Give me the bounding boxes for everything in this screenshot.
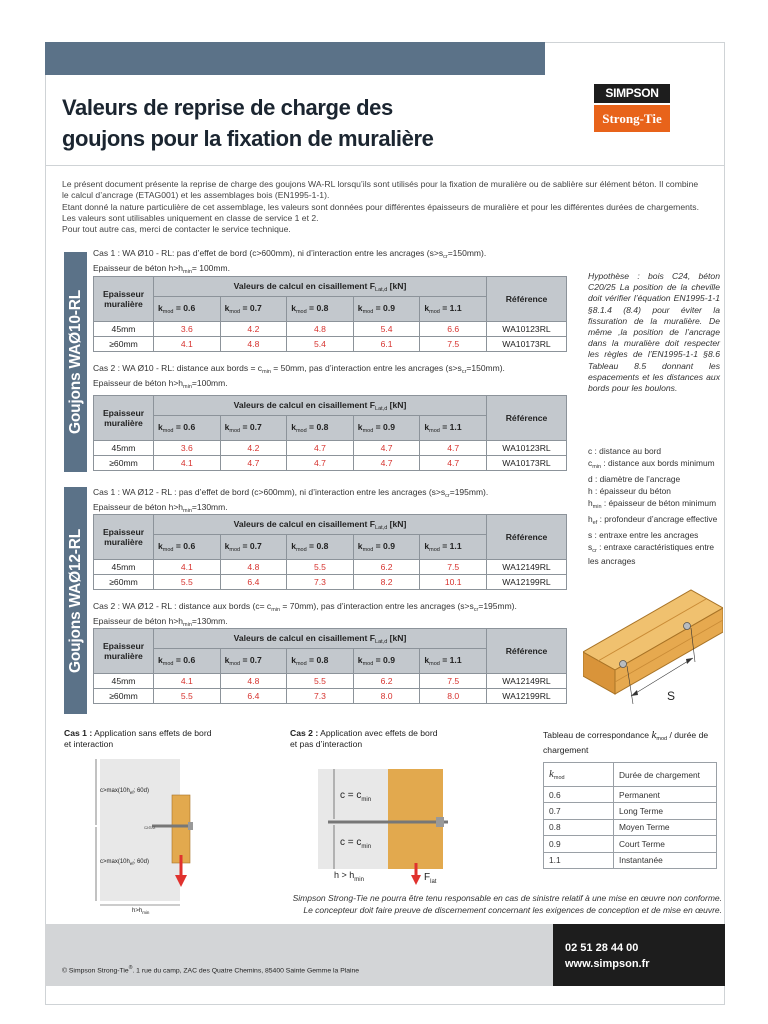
cas1-bottom-label: $c>\max(10h_{ef}$; 60d) <box>100 859 149 866</box>
thickness-cell: 45mm <box>94 322 154 337</box>
case-description: Cas 1 : WA Ø10 - RL: pas d’effet de bord (c>600mm), ni d’interaction entre les ancrages $(s>s_{cr}=150mm)$. Epaisseur de béton $h>h_{min}= 100mm$. <box>93 248 487 275</box>
logo-simpson-text: SIMPSON <box>594 84 670 103</box>
cas2-c1-label: $c = c_{min}$ <box>340 790 372 803</box>
load-table <box>93 395 567 471</box>
section-label-text: Goujons WAØ12-RL <box>66 528 84 673</box>
value-cell: 4.7 <box>287 441 354 456</box>
kmod-column-header: $k_{mod} = 0.7$ <box>220 649 287 674</box>
thickness-cell: ≥60mm <box>94 456 154 471</box>
page-title <box>62 92 542 154</box>
kmod-column-header: $k_{mod} = 0.8$ <box>287 416 354 441</box>
reference-cell: WA12149RL <box>487 674 567 689</box>
kmod-column-header: $k_{mod} = 0.7$ <box>220 416 287 441</box>
thickness-cell: ≥60mm <box>94 689 154 704</box>
reference-cell: WA10123RL <box>487 441 567 456</box>
value-cell: 4.8 <box>220 337 287 352</box>
reference-cell: WA10123RL <box>487 322 567 337</box>
value-cell: 4.8 <box>287 322 354 337</box>
shear-values-header: Valeurs de calcul en cisaillement $F_{Lat,d}$ [kN] <box>154 396 487 416</box>
shear-values-header: Valeurs de calcul en cisaillement $F_{Lat,d}$ [kN] <box>154 515 487 535</box>
section-label-wa10 <box>64 252 87 472</box>
cas2-diagram <box>318 755 468 890</box>
table-row <box>94 560 567 575</box>
kmod-column-header: $k_{mod} = 0.8$ <box>287 649 354 674</box>
divider <box>45 165 725 166</box>
value-cell: 4.2 <box>220 441 287 456</box>
symbol-legend <box>588 446 720 568</box>
value-cell: 4.1 <box>154 337 221 352</box>
kmod-column-header: $k_{mod} = 1.1$ <box>420 416 487 441</box>
case-description: Cas 2 : WA Ø10 - RL: distance aux bords = $c_{min} = 50mm$, pas d’interaction entre les ancrages $(s>s_{cr}=150mm)$. Epaisseur de béton $h>h_{min}=100mm$. <box>93 363 505 390</box>
kmod-column-header: $k_{mod} = 1.1$ <box>420 649 487 674</box>
cas1-mid-label: c≥S/2 <box>144 825 156 830</box>
website-link[interactable]: www.simpson.fr <box>565 958 650 970</box>
value-cell: 7.5 <box>420 337 487 352</box>
thickness-cell: ≥60mm <box>94 575 154 590</box>
value-cell: 7.5 <box>420 674 487 689</box>
cas2-h-label: $h > h_{min}$ <box>334 870 364 883</box>
thickness-header: Epaisseur muralière <box>94 396 154 441</box>
kmod-column-header: $k_{mod} = 0.6$ <box>154 297 221 322</box>
kmod-table <box>543 762 717 869</box>
value-cell: 6.2 <box>353 560 420 575</box>
footer-contact <box>553 924 725 986</box>
copyright: © Simpson Strong-Tie®. 1 rue du camp, ZAC des Quatre Chemins, 85400 Sainte Gemme la Plaine <box>62 965 360 975</box>
legend-item: $h_{ef}$ : profondeur d’ancrage effective <box>588 514 718 526</box>
value-cell: 4.2 <box>220 322 287 337</box>
duration-value: Instantanée <box>614 852 717 868</box>
value-cell: 5.5 <box>287 560 354 575</box>
cas1-h-label: $h>h_{min}$ <box>132 908 150 915</box>
reference-header: Référence <box>487 277 567 322</box>
intro-paragraph: Etant donné la nature particulière de cet assemblage, les valeurs sont données pour différentes épaisseurs de muralière et pour les différentes durées de chargements. Les valeurs sont utilisables uniquement en classe de service 1 et 2. <box>62 201 699 223</box>
thickness-cell: 45mm <box>94 441 154 456</box>
spacing-label: S <box>667 689 676 703</box>
kmod-column-header: $k_{mod} = 0.7$ <box>220 297 287 322</box>
value-cell: 7.3 <box>287 575 354 590</box>
hypothesis-text: Hypothèse : bois C24, béton C20/25 La position de la cheville doit vérifier l’équation EN1995-1-1 §8.1.4 (8.4) pour éviter la fissuration de la muralière. De même ,la position de l’ancrage dans la muralière doit respecter les règles de l’EN1995-1-1 §8.6 Tableau 8.5 donnant les espacements et les distances aux bords pour les boulons. <box>588 271 720 394</box>
table-row <box>94 337 567 352</box>
reference-cell: WA12149RL <box>487 560 567 575</box>
reference-cell: WA12199RL <box>487 575 567 590</box>
duration-value: Long Terme <box>614 803 717 819</box>
simpson-logo <box>594 84 670 134</box>
value-cell: 8.2 <box>353 575 420 590</box>
value-cell: 8.0 <box>420 689 487 704</box>
kmod-column-header: $k_{mod} = 0.6$ <box>154 535 221 560</box>
cas2-title: Cas 2 : Application avec effets de bord et pas d’interaction <box>290 728 438 749</box>
value-cell: 7.3 <box>287 689 354 704</box>
kmod-column-header: $k_{mod} = 0.9$ <box>353 416 420 441</box>
table-row <box>94 575 567 590</box>
reference-cell: WA10173RL <box>487 456 567 471</box>
thickness-header: Epaisseur muralière <box>94 277 154 322</box>
kmod-value: 1.1 <box>544 852 614 868</box>
cas1-title: Cas 1 : Application sans effets de bord et interaction <box>64 728 212 749</box>
title-line-2: goujons pour la fixation de muralière <box>62 126 434 151</box>
table-row <box>94 441 567 456</box>
value-cell: 6.1 <box>353 337 420 352</box>
intro-paragraph: Le présent document présente la reprise de charge des goujons WA-RL lorsqu’ils sont utilisés pour la fixation de muralière ou de sablière sur élément béton. Il combine le calcul d’ancrage (ETAG001) et les assemblages bois (EN1995-1-1). <box>62 179 699 201</box>
logo-strongtie-text: Strong-Tie <box>594 105 670 132</box>
value-cell: 5.4 <box>353 322 420 337</box>
duration-value: Moyen Terme <box>614 819 717 835</box>
value-cell: 5.5 <box>287 674 354 689</box>
shear-values-header: Valeurs de calcul en cisaillement $F_{Lat,d}$ [kN] <box>154 277 487 297</box>
legend-item: h : épaisseur du béton <box>588 486 671 496</box>
table-header-row <box>94 629 567 649</box>
reference-header: Référence <box>487 629 567 674</box>
value-cell: 6.4 <box>220 575 287 590</box>
value-cell: 4.8 <box>220 560 287 575</box>
kmod-value: 0.6 <box>544 787 614 803</box>
shear-values-header: Valeurs de calcul en cisaillement $F_{Lat,d}$ [kN] <box>154 629 487 649</box>
section-label-wa12 <box>64 487 87 714</box>
value-cell: 4.7 <box>287 456 354 471</box>
kmod-column-header: $k_{mod} = 0.6$ <box>154 649 221 674</box>
duration-header: Durée de chargement <box>614 763 717 787</box>
wood-beam-illustration <box>583 582 723 714</box>
value-cell: 7.5 <box>420 560 487 575</box>
kmod-column-header: $k_{mod} = 0.7$ <box>220 535 287 560</box>
value-cell: 6.4 <box>220 689 287 704</box>
title-line-1: Valeurs de reprise de charge des <box>62 95 393 120</box>
table-row <box>94 322 567 337</box>
thickness-cell: 45mm <box>94 560 154 575</box>
reference-cell: WA12199RL <box>487 689 567 704</box>
value-cell: 4.1 <box>154 456 221 471</box>
load-table <box>93 276 567 352</box>
kmod-column-header: $k_{mod} = 0.9$ <box>353 649 420 674</box>
value-cell: 6.6 <box>420 322 487 337</box>
reference-header: Référence <box>487 396 567 441</box>
intro-text <box>62 179 702 235</box>
legend-item: d : diamètre de l’ancrage <box>588 474 681 484</box>
value-cell: 4.1 <box>154 560 221 575</box>
kmod-column-header: $k_{mod} = 0.6$ <box>154 416 221 441</box>
legend-item: $c_{min}$ : distance aux bords minimum <box>588 458 715 470</box>
kmod-value: 0.7 <box>544 803 614 819</box>
value-cell: 3.6 <box>154 322 221 337</box>
thickness-header: Epaisseur muralière <box>94 515 154 560</box>
kmod-row <box>544 852 717 868</box>
header-bar <box>45 42 545 75</box>
kmod-header-row <box>544 763 717 787</box>
value-cell: 8.0 <box>353 689 420 704</box>
value-cell: 4.7 <box>353 441 420 456</box>
case-description: Cas 1 : WA Ø12 - RL : pas d’effet de bord (c>600mm), ni d’interaction entre les ancrages $(s>s_{cr}=195mm)$. Epaisseur de béton $h>h_{min}=130mm$. <box>93 487 489 514</box>
cas2-f-label: $F_{lat}$ <box>424 872 437 885</box>
value-cell: 4.7 <box>353 456 420 471</box>
value-cell: 4.1 <box>154 674 221 689</box>
value-cell: 4.8 <box>220 674 287 689</box>
cas1-diagram <box>92 755 282 915</box>
kmod-column-header: $k_{mod} = 0.8$ <box>287 535 354 560</box>
table-header-row <box>94 277 567 297</box>
cas2-c2-label: $c = c_{min}$ <box>340 837 372 850</box>
kmod-column-header: $k_{mod} = 0.8$ <box>287 297 354 322</box>
value-cell: 4.7 <box>420 456 487 471</box>
duration-value: Court Terme <box>614 836 717 852</box>
kmod-row <box>544 836 717 852</box>
kmod-value: 0.8 <box>544 819 614 835</box>
cas1-top-label: $c>\max(10h_{ef}$; 60d) <box>100 788 149 795</box>
value-cell: 4.7 <box>220 456 287 471</box>
legend-item: $s_{cr}$ : entraxe caractéristiques entre les ancrages <box>588 542 715 566</box>
value-cell: 5.4 <box>287 337 354 352</box>
value-cell: 5.5 <box>154 575 221 590</box>
kmod-column-header: $k_{mod} = 0.9$ <box>353 297 420 322</box>
table-row <box>94 689 567 704</box>
load-table <box>93 514 567 590</box>
reference-cell: WA10173RL <box>487 337 567 352</box>
reference-header: Référence <box>487 515 567 560</box>
legend-item: s : entraxe entre les ancrages <box>588 530 699 540</box>
value-cell: 6.2 <box>353 674 420 689</box>
table-header-row <box>94 515 567 535</box>
intro-paragraph: Pour tout autre cas, merci de contacter le service technique. <box>62 224 291 235</box>
value-cell: 5.5 <box>154 689 221 704</box>
thickness-cell: ≥60mm <box>94 337 154 352</box>
value-cell: 10.1 <box>420 575 487 590</box>
legend-item: $h_{min}$ : épaisseur de béton minimum <box>588 498 717 510</box>
kmod-row <box>544 819 717 835</box>
kmod-row <box>544 803 717 819</box>
phone-number: 02 51 28 44 00 <box>565 942 639 954</box>
value-cell: 4.7 <box>420 441 487 456</box>
duration-value: Permanent <box>614 787 717 803</box>
case-description: Cas 2 : WA Ø12 - RL : distance aux bords $(c= c_{min} = 70mm)$, pas d’interaction entre les ancrages $(s>s_{cr}=195mm)$. Epaisseur de béton $h>h_{min}=130mm$. <box>93 601 517 628</box>
kmod-value: 0.9 <box>544 836 614 852</box>
kmod-column-header: $k_{mod} = 1.1$ <box>420 297 487 322</box>
kmod-column-header: $k_{mod} = 0.9$ <box>353 535 420 560</box>
table-row <box>94 456 567 471</box>
section-label-text: Goujons WAØ10-RL <box>66 289 84 435</box>
load-table <box>93 628 567 704</box>
disclaimer: Simpson Strong-Tie ne pourra être tenu responsable en cas de sinistre relatif à une mise en œuvre non conforme. Le concepteur doit faire preuve de discernement concernant les exigences de conception et de mise en œuvre. <box>292 893 722 915</box>
kmod-column-header: $k_{mod} = 1.1$ <box>420 535 487 560</box>
value-cell: 3.6 <box>154 441 221 456</box>
table-header-row <box>94 396 567 416</box>
thickness-header: Epaisseur muralière <box>94 629 154 674</box>
thickness-cell: 45mm <box>94 674 154 689</box>
legend-item: c : distance au bord <box>588 446 662 456</box>
kmod-row <box>544 787 717 803</box>
kmod-table-title: Tableau de correspondance $k_{mod}$ / durée de chargement <box>543 729 709 755</box>
kmod-header: $k_{mod}$ <box>544 763 614 787</box>
table-row <box>94 674 567 689</box>
